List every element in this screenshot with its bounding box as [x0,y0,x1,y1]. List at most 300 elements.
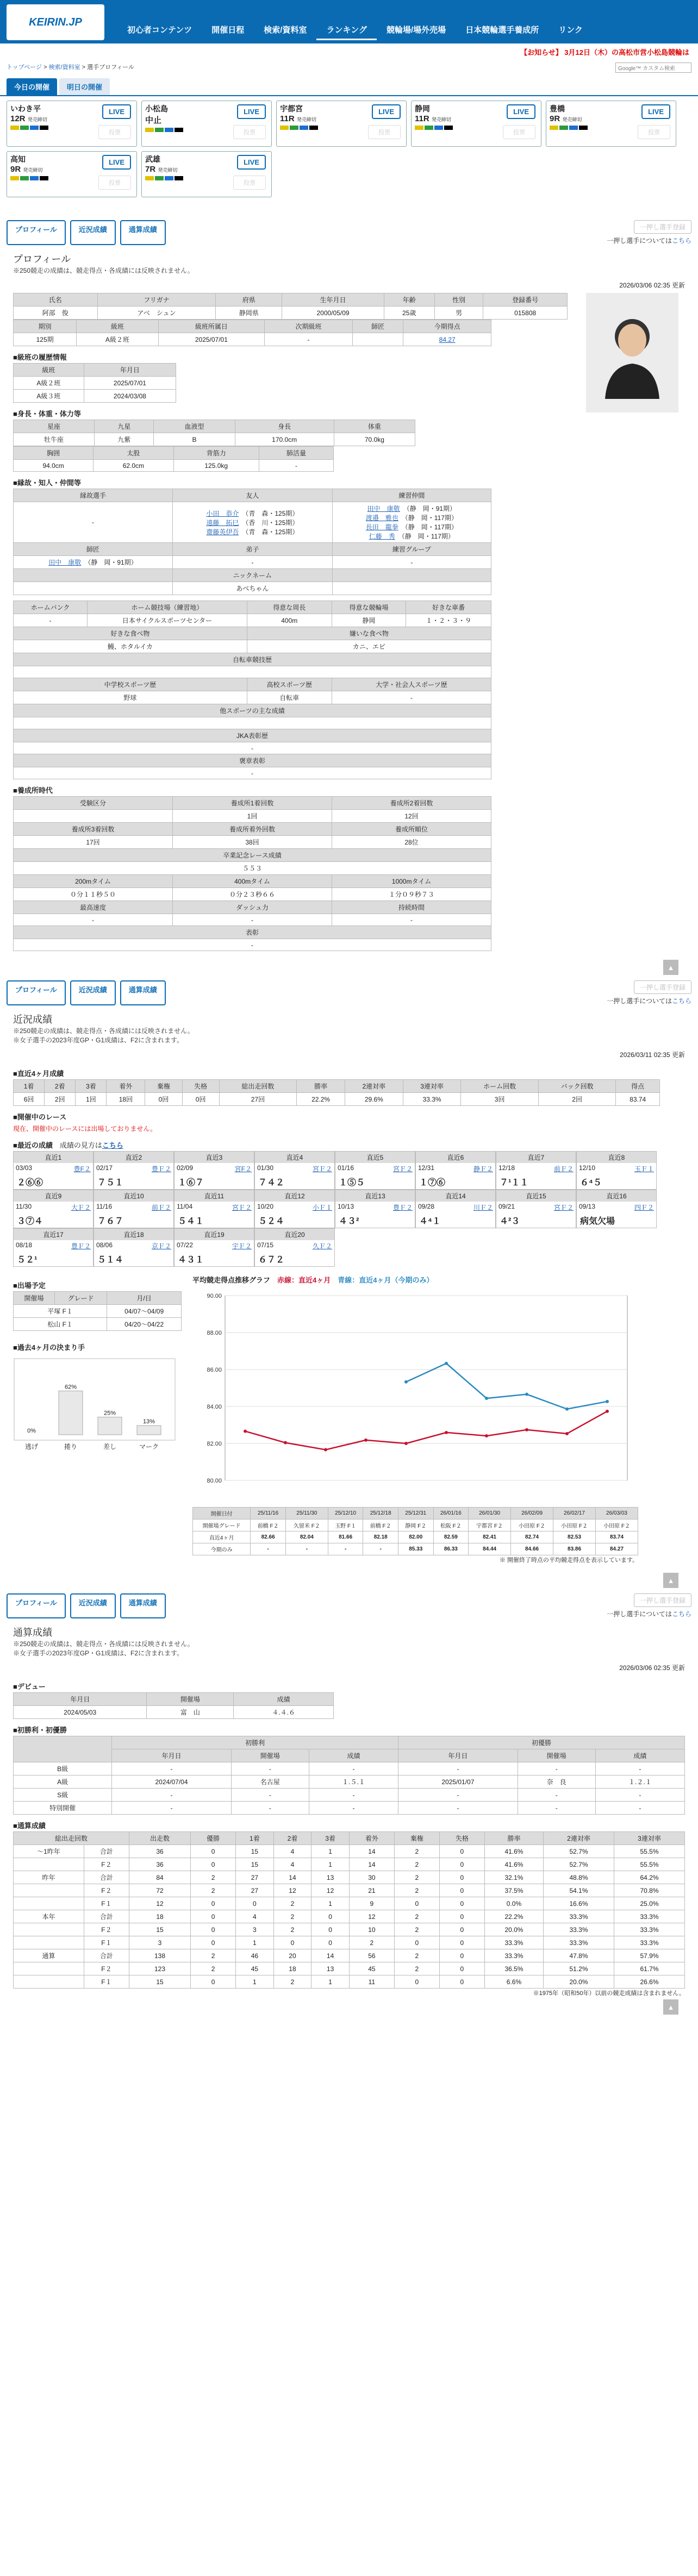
nav-beginner[interactable]: 初心者コンテンツ [127,26,192,35]
venue-day-tabs [0,75,698,95]
table-header-cell: 月/日 [107,1292,182,1305]
nav-search[interactable]: 検索/資料室 [264,26,307,35]
data-point-0-1 [284,1441,287,1445]
table-cell: - [265,333,353,346]
result-venue-link[interactable]: 宮Ｆ２ [553,1204,574,1211]
table-cell: 83.74 [596,1531,638,1543]
vote-button[interactable]: 投票 [98,176,131,190]
result-venue-link[interactable]: 宇Ｆ２ [232,1242,252,1250]
venue-card[interactable] [7,101,137,147]
table-cell: 2 [394,1858,439,1871]
table-cell: １・２・３・９ [406,614,491,627]
kimarite-label: 捲り [64,1443,78,1450]
table-cell: 15 [129,1923,190,1936]
mate-link[interactable]: 田中 康敬 [367,505,400,512]
result-label: 直近13 [335,1190,415,1202]
tab-tomorrow[interactable]: 明日の開催 [59,78,110,95]
table-cell: 本年 [14,1910,84,1923]
result-date: 01/16 [338,1164,354,1172]
data-point-0-3 [364,1439,367,1442]
result-venue-link[interactable]: 四Ｆ２ [634,1204,654,1211]
result-finish: ７６７ [97,1217,124,1226]
data-point-0-5 [445,1431,448,1434]
result-label: 直近9 [14,1190,93,1202]
result-card[interactable] [174,1151,254,1190]
table-cell: 30 [349,1871,394,1884]
table-cell: 前橋 F２ [363,1520,398,1531]
kimarite-bar [98,1417,122,1435]
table-cell [14,1962,84,1975]
table-cell: 0.0% [484,1897,543,1910]
result-card[interactable] [94,1190,174,1228]
result-date: 09/13 [579,1203,596,1210]
result-venue-link[interactable]: 小Ｆ１ [312,1204,332,1211]
live-button[interactable]: LIVE [102,155,131,170]
schedule-table [13,1291,182,1331]
live-button[interactable]: LIVE [507,104,535,119]
table-cell: 125.0kg [173,460,259,472]
tab-total[interactable]: 通算成績 [120,980,166,1005]
table-cell: 2 [394,1871,439,1884]
table-cell: 0 [394,1936,439,1949]
table-header-cell: フリガナ [97,293,216,307]
data-point-0-7 [525,1428,528,1431]
result-label: 直近15 [496,1190,576,1202]
table-cell: 4 [236,1910,274,1923]
table-cell: 4 [273,1845,311,1858]
table-cell: 27 [236,1871,274,1884]
table-header-cell: 年月日 [112,1749,232,1762]
friend-link[interactable]: 小田 恭介 [206,509,239,517]
result-card[interactable] [13,1228,94,1267]
table-cell: 特別開催 [14,1802,112,1815]
result-venue-link[interactable]: 豊F２ [73,1165,91,1173]
table-cell: 合計 [84,1845,129,1858]
vote-button[interactable]: 投票 [503,125,535,139]
follow-box [607,980,691,1005]
crumb-top[interactable]: トップページ [7,64,42,71]
table-cell: 6回 [14,1093,45,1106]
table-cell: 12回 [332,810,491,823]
table-header-cell: 26/01/30 [469,1508,511,1520]
table-cell: 25.0% [614,1897,684,1910]
table-cell: 45 [236,1962,274,1975]
relations-title: ■縁故・知人・仲間等 [13,479,81,487]
table-cell: 嫌いな食べ物 [247,627,491,640]
result-venue-link[interactable]: 前Ｆ２ [151,1204,171,1211]
table-header-cell: 初優勝 [398,1736,685,1749]
result-date: 08/06 [96,1241,113,1249]
result-card[interactable] [496,1151,576,1190]
live-button[interactable]: LIVE [641,104,670,119]
table-cell [403,333,491,346]
table-cell: 47.8% [544,1949,614,1962]
kimarite-bar [59,1391,83,1435]
table-cell: 0 [191,1936,236,1949]
kimarite-label: 逃げ [24,1443,39,1450]
result-venue-link[interactable]: 宮Ｆ２ [392,1165,413,1173]
table-cell: 04/07～04/09 [107,1305,182,1318]
follow-button[interactable]: 一押し選手登録 [634,980,691,994]
table-header-cell: 25/11/30 [285,1508,328,1520]
table-row [14,293,568,307]
mate-info: （静 岡・117期） [401,533,454,540]
result-card[interactable] [94,1151,174,1190]
table-cell: - [328,1543,363,1555]
nav-ranking[interactable]: ランキング [316,21,377,40]
table-header-cell: ホーム回数 [461,1080,538,1093]
venue-race: 9R 発売締切 [10,165,43,174]
venue-card[interactable] [141,151,272,197]
table-row [14,888,491,901]
table-cell: 1回 [76,1093,107,1106]
tab-recent[interactable]: 近況成績 [70,1593,116,1618]
relation-cell: - [14,502,173,543]
score-link[interactable]: 84.27 [439,335,456,343]
table-cell: ０分１１秒５０ [14,888,173,901]
misc-table [13,601,491,779]
table-cell: - [363,1543,398,1555]
tab-today[interactable]: 今日の開催 [7,78,57,95]
table-cell: 83.74 [616,1093,660,1106]
table-cell: A級 [14,1775,112,1789]
table-cell: 82.53 [553,1531,596,1543]
table-cell: 3 [129,1936,190,1949]
venue-race: 7R 発売締切 [145,165,178,174]
table-cell: 20 [273,1949,311,1962]
th: 師匠 [14,543,173,556]
follow-link[interactable]: こちら [671,1610,691,1618]
master-link[interactable]: 田中 康敬 [48,559,82,566]
site-logo[interactable]: KEIRIN.JP [7,4,104,40]
data-point-0-0 [244,1430,247,1433]
table-header-cell: 他スポーツの主な成績 [14,704,491,717]
result-card[interactable] [94,1228,174,1267]
table-header-cell: 九星 [95,420,154,433]
mate-link[interactable]: 渡邉 雅也 [365,514,398,522]
data-point-1-5 [445,1362,448,1365]
total-tabs [0,1593,698,1618]
kimarite-pct: 13% [142,1418,155,1425]
table-header-cell: 失格 [439,1832,484,1845]
table-row [14,433,415,446]
result-finish: ４⁴１ [419,1217,441,1226]
result-card[interactable] [254,1151,335,1190]
venue-card[interactable] [411,101,541,147]
result-card[interactable] [415,1151,496,1190]
profile-title: プロフィール [13,254,71,265]
table-row [14,1832,685,1845]
result-finish: ５２４ [258,1217,285,1226]
mate-link[interactable]: 仁藤 秀 [369,533,395,540]
result-venue-link[interactable]: 玉Ｆ１ [634,1165,654,1173]
result-venue-link[interactable]: 豊Ｆ２ [71,1242,91,1250]
table-row [14,1975,685,1989]
table-cell: 12 [273,1884,311,1897]
profile-tabs [0,220,698,245]
table-cell: 2024/07/04 [112,1775,232,1789]
table-cell: 12 [311,1884,350,1897]
table-cell: 21 [349,1884,394,1897]
table-header-cell: 血液型 [154,420,235,433]
result-card[interactable] [335,1151,415,1190]
table-cell: 15 [236,1845,274,1858]
table-cell: 125期 [14,333,77,346]
table-cell: 2025/01/07 [398,1775,518,1789]
table-cell: 玉野 F１ [328,1520,363,1531]
table-cell: 0 [311,1910,350,1923]
table-header-cell: 級班 [77,320,158,333]
venue-card[interactable] [7,151,137,197]
data-point-1-4 [404,1380,408,1384]
table-cell: 64.2% [614,1871,684,1884]
recent-title: 近況成績 [13,1014,52,1025]
result-card[interactable] [174,1228,254,1267]
follow-link[interactable]: こちら [671,997,691,1005]
table-cell: 51.2% [544,1962,614,1975]
result-finish: ７４２ [258,1178,285,1187]
table-cell: B級 [14,1762,112,1775]
venue-card[interactable] [276,101,407,147]
table-cell: 55.5% [614,1845,684,1858]
table-cell: - [14,914,173,926]
table-cell: 22.2% [297,1093,345,1106]
table-header-cell: 1着 [14,1080,45,1093]
result-card[interactable] [254,1228,335,1267]
result-venue-link[interactable]: 川Ｆ２ [473,1204,493,1211]
table-header-cell: ホームバンク [14,601,88,614]
table-cell: 70.8% [614,1884,684,1897]
result-label: 直近7 [496,1152,576,1163]
current-race-title: ■開催中のレース [13,1113,67,1121]
table-cell: 56 [349,1949,394,1962]
table-row [14,1936,685,1949]
friend-link[interactable]: 遠藤 拓巳 [206,518,239,527]
table-cell: 0 [439,1871,484,1884]
table-header-cell: 3着 [76,1080,107,1093]
result-date: 09/28 [418,1203,435,1210]
table-cell: 14 [349,1858,394,1871]
tab-profile[interactable]: プロフィール [7,220,66,245]
friend-info: （青 森・125期） [245,509,299,517]
table-header-cell: 成績 [234,1693,334,1706]
table-header-cell: 年齢 [384,293,434,307]
table-cell: 0 [311,1936,350,1949]
result-card[interactable] [254,1190,335,1228]
result-card[interactable] [576,1151,657,1190]
cell [332,582,491,595]
venue-name: 静岡 [415,104,430,113]
result-finish: １⑥７ [178,1178,204,1187]
table-header-cell: 生年月日 [282,293,384,307]
follow-box [607,1593,691,1618]
table-cell: S級 [14,1789,112,1802]
score-table-note: ※ 開催終了時点の平均競走得点を表示しています。 [499,1557,638,1564]
result-date: 11/04 [177,1203,193,1210]
result-card[interactable] [13,1151,94,1190]
venue-name: 武雄 [145,155,160,164]
page-top-button[interactable]: ▲ [663,1999,678,2015]
table-cell: 0 [439,1975,484,1989]
table-row [14,460,334,472]
table-cell: 0 [191,1897,236,1910]
table-header-cell: ホーム競技場（練習地） [88,601,247,614]
tab-recent[interactable]: 近況成績 [70,220,116,245]
live-button[interactable]: LIVE [102,104,131,119]
table-cell: 6.6% [484,1975,543,1989]
table-header-cell: 出走数 [129,1832,190,1845]
table-cell: 0 [439,1897,484,1910]
result-venue-link[interactable]: 宮Ｆ２ [312,1165,332,1173]
result-card[interactable] [13,1190,94,1228]
table-cell: - [259,460,333,472]
table-header-cell: 26/02/17 [553,1508,596,1520]
result-finish: １⑤５ [339,1178,365,1187]
table-cell: 小田原 F２ [596,1520,638,1531]
cell: - [332,556,491,569]
result-card[interactable] [576,1190,657,1228]
table-row [193,1508,638,1520]
table-cell: 400m [247,614,332,627]
table-header-cell: 25/11/16 [251,1508,286,1520]
table-cell: - [398,1802,518,1815]
table-cell: 0 [439,1962,484,1975]
vote-button[interactable]: 投票 [368,125,401,139]
result-venue-link[interactable]: 豊Ｆ２ [151,1165,171,1173]
result-venue-link[interactable]: 静Ｆ２ [473,1165,493,1173]
vote-button[interactable]: 投票 [638,125,670,139]
table-cell: 33.3% [614,1923,684,1936]
result-venue-link[interactable]: 豊Ｆ２ [392,1204,413,1211]
result-date: 02/17 [96,1164,113,1172]
page-top-button[interactable]: ▲ [663,960,678,975]
result-finish: ２⑥⑥ [17,1178,43,1187]
table-header-cell: 総出走回数 [14,1832,129,1845]
live-button[interactable]: LIVE [237,104,266,119]
table-cell: 2 [273,1897,311,1910]
result-venue-link[interactable]: 前Ｆ２ [553,1165,574,1173]
result-venue-link[interactable]: 久Ｆ２ [312,1242,332,1250]
results-guide-link[interactable]: こちら [102,1141,123,1149]
follow-link[interactable]: こちら [671,237,691,245]
table-cell: 18 [129,1910,190,1923]
th: 縁故選手 [14,489,173,502]
table-row [14,914,491,926]
table-header-cell: 得点 [616,1080,660,1093]
result-date: 03/03 [16,1164,33,1172]
nav-velodromes[interactable]: 競輪場/場外売場 [387,26,446,35]
tab-total[interactable]: 通算成績 [120,220,166,245]
live-button[interactable]: LIVE [237,155,266,170]
table-cell: A級２班 [14,377,84,390]
table-cell: カニ、エビ [247,640,491,653]
table-header-cell: 高校スポーツ歴 [247,678,332,691]
vote-button[interactable]: 投票 [98,125,131,139]
search-input[interactable]: Google™ カスタム検索 [615,62,691,73]
notice-banner[interactable]: 【お知らせ】 3月12日（木）の高松市営小松島競輪は [0,43,698,60]
table-header-cell: 成績 [595,1749,684,1762]
table-header-cell: 棄権 [145,1080,182,1093]
follow-button[interactable]: 一押し選手登録 [634,1593,691,1607]
table-cell: 2 [394,1962,439,1975]
tab-profile[interactable]: プロフィール [7,1593,66,1618]
table-cell: 27 [236,1884,274,1897]
table-row [14,1093,660,1106]
table-cell: 0 [439,1910,484,1923]
vote-button[interactable]: 投票 [233,125,266,139]
table-cell: 0 [191,1845,236,1858]
table-cell: 82.66 [251,1531,286,1543]
live-button[interactable]: LIVE [372,104,401,119]
table-cell: 84.44 [469,1543,511,1555]
follow-text: 一押し選手については [607,237,672,245]
nav-school[interactable]: 日本競輪選手養成所 [465,26,539,35]
result-card[interactable] [415,1190,496,1228]
follow-button[interactable]: 一押し選手登録 [634,220,691,234]
venue-card[interactable] [141,101,272,147]
result-venue-link[interactable]: 大Ｆ２ [71,1204,91,1211]
table-cell: - [309,1802,398,1815]
nav-link[interactable]: リンク [558,26,583,35]
tab-profile[interactable]: プロフィール [7,980,66,1005]
table-cell: F１ [84,1975,129,1989]
friend-link[interactable]: 齋藤英伊吾 [206,528,239,536]
venue-name: 宇都宮 [280,104,303,113]
result-card[interactable] [496,1190,576,1228]
tab-recent[interactable]: 近況成績 [70,980,116,1005]
table-cell: 33.3% [403,1093,461,1106]
table-cell: 2回 [538,1093,615,1106]
page-top-button[interactable]: ▲ [663,1573,678,1588]
table-header-cell: 3連対率 [403,1080,461,1093]
table-row [14,333,491,346]
venue-card[interactable] [546,101,676,147]
venue-race: 12R 発売締切 [10,114,47,123]
result-card[interactable] [174,1190,254,1228]
table-header-cell: 好きな車番 [406,601,491,614]
table-header-cell: 失格 [182,1080,219,1093]
table-header-cell: 勝率 [297,1080,345,1093]
result-card[interactable] [335,1190,415,1228]
result-venue-link[interactable]: 京Ｆ２ [151,1242,171,1250]
table-row [14,875,491,888]
table-cell: 2 [191,1949,236,1962]
crumb-search[interactable]: 検索/資料室 [48,64,80,71]
table-cell [14,1936,84,1949]
table-cell: 82.74 [511,1531,553,1543]
data-point-1-7 [525,1393,528,1396]
table-cell: 81.66 [328,1531,363,1543]
nav-schedule[interactable]: 開催日程 [211,26,245,35]
table-header-cell: 棄権 [394,1832,439,1845]
table-cell: 2 [394,1949,439,1962]
result-venue-link[interactable]: 宮Ｆ２ [232,1204,252,1211]
table-cell: B [154,433,235,446]
table-header-cell: 開催場 [14,1292,55,1305]
table-cell: 18 [273,1962,311,1975]
result-venue-link[interactable]: 宮F２ [234,1165,252,1173]
venue-race: 9R 発売締切 [550,114,582,123]
table-cell: A級３班 [14,390,84,403]
total-note-2: ※女子選手の2023年度GP・G1成績は、F2に含まれます。 [13,1649,184,1657]
table-cell: 牡牛座 [14,433,95,446]
mate-link[interactable]: 長田 龍拳 [365,523,398,531]
table-cell: 04/20～04/22 [107,1318,182,1331]
table-cell: 36.5% [484,1962,543,1975]
vote-button[interactable]: 投票 [233,176,266,190]
tab-total[interactable]: 通算成績 [120,1593,166,1618]
total-note: ※250競走の成績は、競走得点・各成績には反映されません。 [13,1640,194,1648]
